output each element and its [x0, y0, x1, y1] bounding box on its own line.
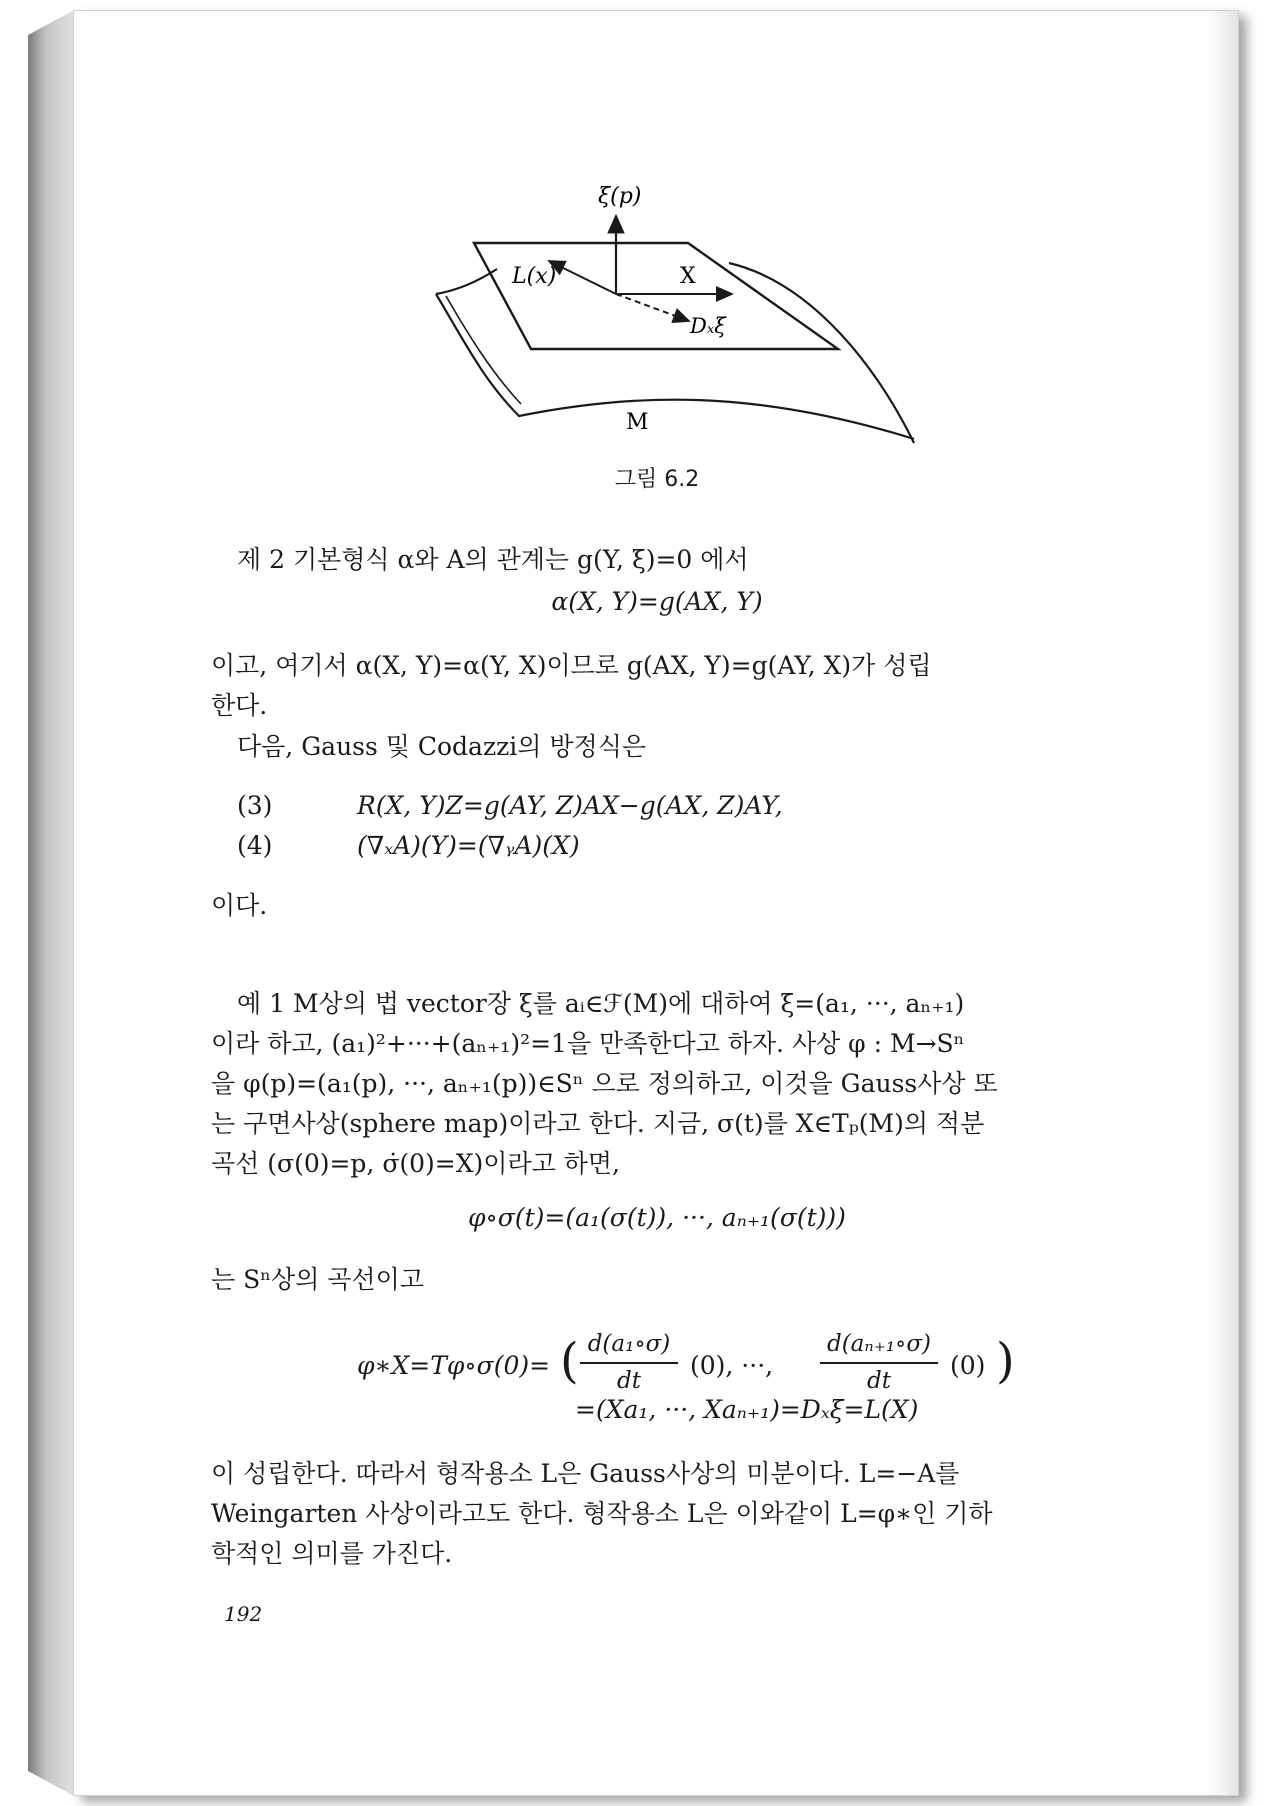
equation-3: R(X, Y)Z=g(AY, Z)AX−g(AX, Z)AY, — [357, 791, 783, 820]
page-number: 192 — [224, 1602, 263, 1626]
label-xi: ξ(p) — [598, 184, 642, 209]
equation-1: α(X, Y)=g(AX, Y) — [551, 587, 763, 616]
equation-4-number: (4) — [237, 831, 273, 860]
equation-6-frac2-bar — [820, 1362, 938, 1364]
example-line-6: 는 Sⁿ상의 곡선이고 — [211, 1265, 424, 1294]
equation-6-frac1-num: d(a₁∘σ) — [587, 1331, 671, 1357]
equation-6-frac2-num: d(aₙ₊₁∘σ) — [826, 1331, 932, 1357]
example-line-4: 는 구면사상(sphere map)이라고 한다. 지금, σ(t)를 X∈Tₚ(M)의 적분 — [211, 1109, 985, 1138]
d-vector — [616, 294, 689, 321]
text-line-3: 한다. — [211, 691, 268, 720]
equation-6-frac1-bar — [580, 1362, 678, 1364]
equation-7: =(Xa₁, ···, Xaₙ₊₁)=Dₓξ=L(X) — [575, 1395, 919, 1424]
label-d: Dₓξ — [690, 314, 726, 338]
example-line-9: 학적인 의미를 가진다. — [211, 1539, 453, 1568]
equation-6-frac1-den: dt — [617, 1368, 641, 1394]
example-line-8: Weingarten 사상이라고도 한다. 형작용소 L은 이와같이 L=φ∗인 기하 — [211, 1499, 993, 1528]
equation-6-end: (0) — [950, 1351, 986, 1380]
example-line-5: 곡선 (σ(0)=p, σ̇(0)=X)이라고 하면, — [211, 1149, 620, 1178]
surface-m — [436, 263, 914, 443]
label-x: X — [680, 264, 696, 289]
equation-6-middle: (0), ···, — [690, 1351, 774, 1380]
text-line-5: 이다. — [211, 891, 268, 920]
surface-m-inner — [446, 296, 521, 404]
label-m: M — [626, 410, 649, 435]
figure-caption: 그림 6.2 — [614, 467, 700, 492]
text-line-4: 다음, Gauss 및 Codazzi의 방정식은 — [237, 732, 646, 761]
text-line-1: 제 2 기본형식 α와 A의 관계는 g(Y, ξ)=0 에서 — [237, 545, 749, 574]
tangent-plane — [474, 243, 838, 349]
example-line-3: 을 φ(p)=(a₁(p), ···, aₙ₊₁(p))∈Sⁿ 으로 정의하고, 이것을 Gauss사상 또 — [211, 1069, 998, 1098]
equation-6-lhs: φ∗X=Tφ∘σ(0)= — [357, 1351, 551, 1380]
label-l: L(x) — [512, 264, 557, 289]
book-page — [73, 10, 1239, 1796]
book-spine — [28, 10, 74, 1796]
equation-3-number: (3) — [237, 791, 273, 820]
equation-6-paren-close: ) — [996, 1333, 1015, 1389]
example-line-7: 이 성립한다. 따라서 형작용소 L은 Gauss사상의 미분이다. L=−A를 — [211, 1459, 960, 1488]
equation-6-paren-open: ( — [560, 1333, 579, 1389]
example-line-2: 이라 하고, (a₁)²+···+(aₙ₊₁)²=1을 만족한다고 하자. 사상 φ : M→Sⁿ — [211, 1029, 965, 1058]
l-vector — [549, 261, 616, 294]
text-line-2: 이고, 여기서 α(X, Y)=α(Y, X)이므로 g(AX, Y)=g(AY, X)가 성립 — [211, 651, 932, 680]
equation-6-frac2-den: dt — [867, 1368, 891, 1394]
equation-5: φ∘σ(t)=(a₁(σ(t)), ···, aₙ₊₁(σ(t))) — [468, 1203, 846, 1232]
figure-tangent-plane — [74, 11, 1240, 471]
equation-4: (∇ₓA)(Y)=(∇ᵧA)(X) — [357, 831, 580, 860]
example-line-1: 예 1 M상의 법 vector장 ξ를 aᵢ∈ℱ(M)에 대하여 ξ=(a₁, ···, aₙ₊₁) — [237, 989, 965, 1018]
